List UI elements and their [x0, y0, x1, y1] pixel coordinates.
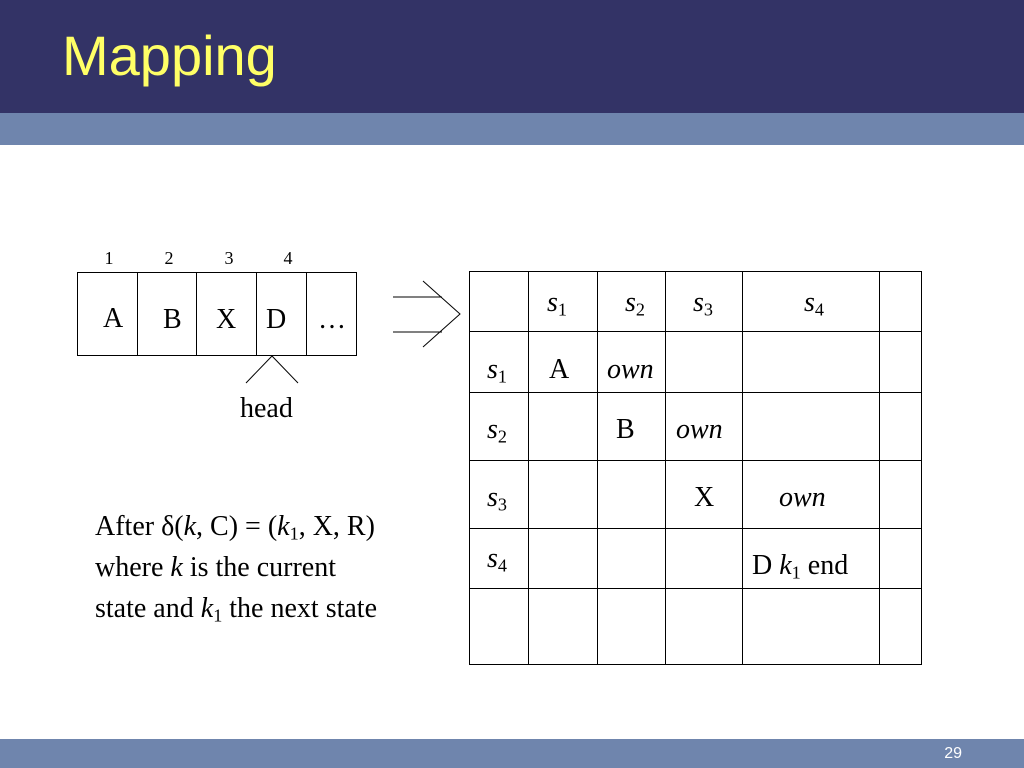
arrow-head [423, 281, 460, 347]
row-header-s2: $s_2$ [487, 414, 507, 447]
cell-s4-s4: D $k_1$ end [752, 550, 849, 583]
cell-s1-s1: A [549, 354, 570, 385]
column-header-s4: $s_4$ [804, 287, 824, 320]
tape-cell-2: B [163, 304, 182, 335]
tape-cell-3: X [216, 304, 237, 335]
tape-cell-ellipsis: … [318, 304, 346, 335]
tape-cell-4: D [266, 304, 287, 335]
matrix-row-line [469, 460, 922, 461]
explanation-line-2: where k is the current [95, 552, 337, 583]
cell-s1-s2: own [607, 354, 654, 385]
explanation-text [95, 506, 377, 629]
matrix-row-line [469, 392, 922, 393]
head-label: head [240, 393, 293, 424]
cell-s3-s4: own [779, 482, 826, 513]
cell-s3-s3: X [694, 482, 715, 513]
explanation-line-1: After δ(k, $C) = (k_1$, X, R) [95, 511, 375, 544]
row-header-s4: $s_4$ [487, 543, 507, 576]
tape-index-2: 2 [164, 248, 174, 268]
cell-s2-s3: own [676, 414, 723, 445]
tape-cell-1: A [103, 303, 124, 334]
slide-title: Mapping [62, 24, 277, 87]
column-header-s2: $s_2$ [625, 287, 645, 320]
column-header-s3: $s_3$ [693, 287, 713, 320]
matrix-row-line [469, 588, 922, 589]
cell-s2-s2: B [616, 414, 635, 445]
head-pointer [246, 356, 298, 383]
tape-index-1: 1 [104, 248, 114, 268]
matrix-row-line [469, 528, 922, 529]
row-header-s1: $s_1$ [487, 354, 507, 387]
tape-index-3: 3 [224, 248, 234, 268]
column-header-s1: $s_1$ [547, 287, 567, 320]
footer-bar [0, 739, 1024, 768]
row-header-s3: $s_3$ [487, 482, 507, 515]
tape-index-4: 4 [283, 248, 293, 268]
page-number: 29 [944, 745, 962, 762]
explanation-line-3: state and $k_1$ the next state [95, 593, 378, 626]
matrix-row-line [469, 331, 922, 332]
